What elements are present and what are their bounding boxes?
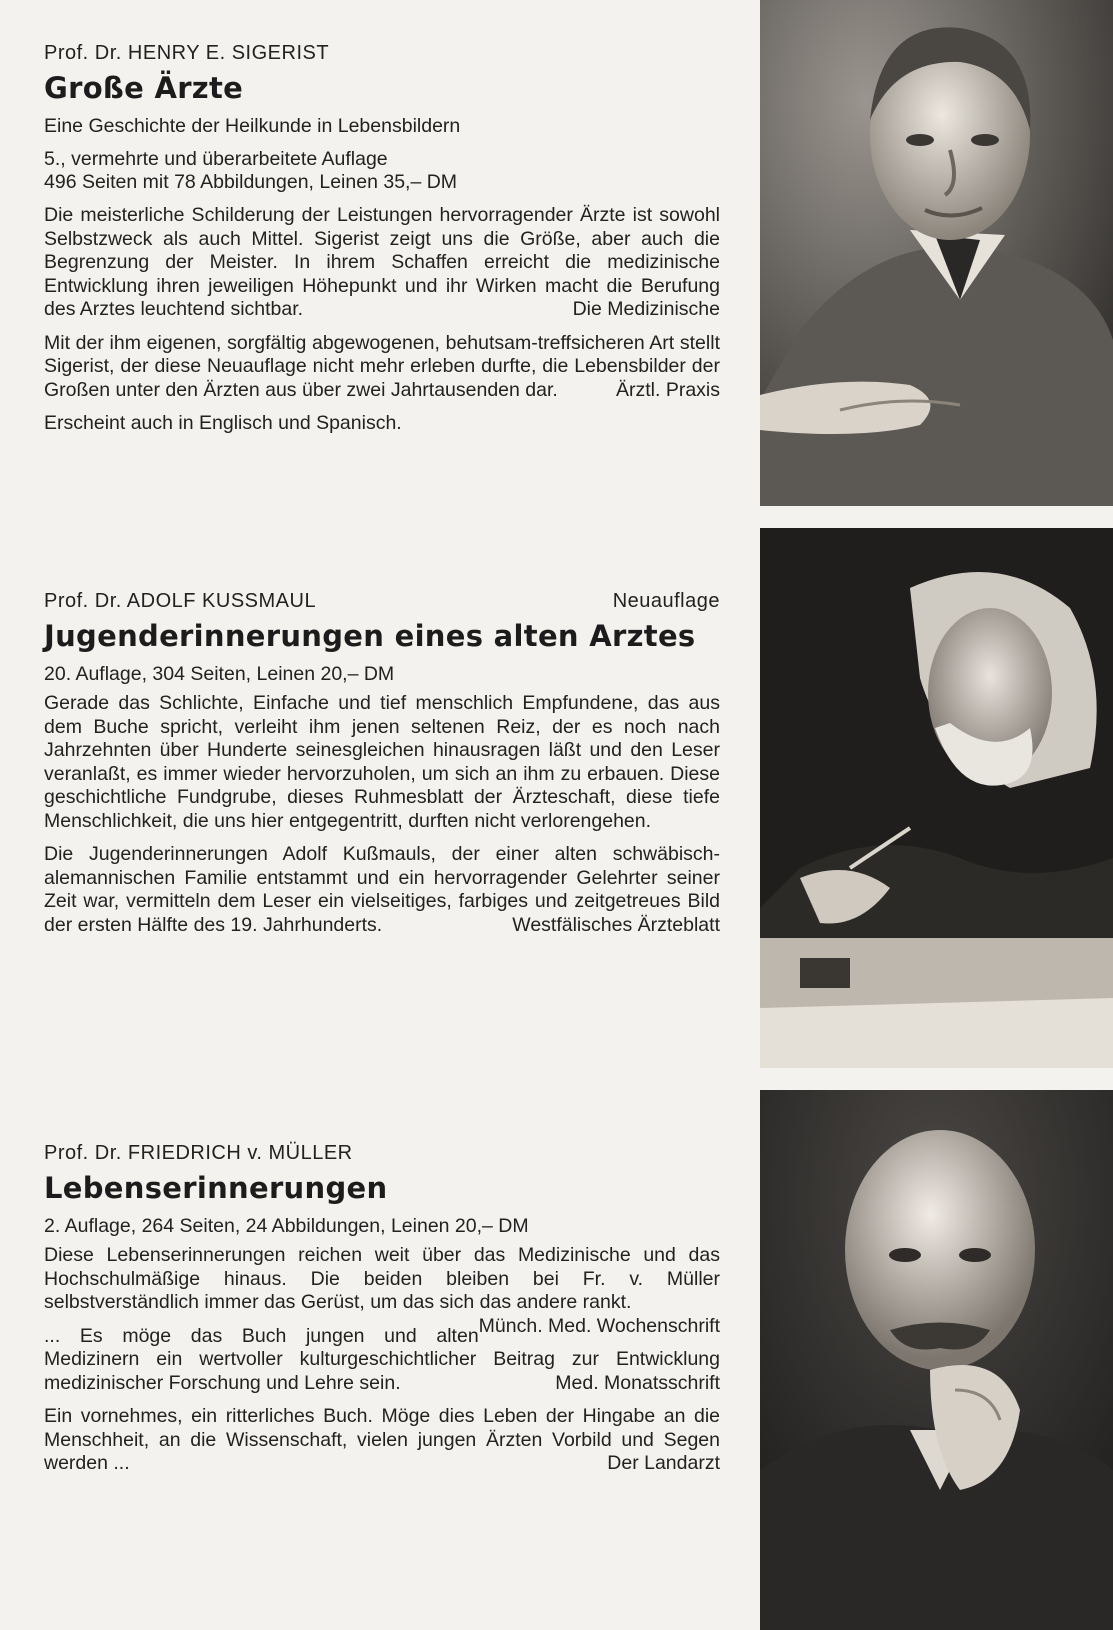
review-text: Gerade das Schlichte, Einfache und tief menschlich Empfundene, das aus dem Buche spricht, verleiht ihm jenen seltenen Reiz, der es noch nach Jahrzehnten über Hunderte seinesgleichen hinausragen läßt und den Leser veranlaßt, es immer wieder hervorzuholen, um sich an ihm zu erbauen. Diese geschichtliche Fundgrube, dieses Ruhmesblatt der Ärzteschaft, diese tiefe Menschlichkeit, die uns hier entgegentritt, durften nicht verlorengehen. — [44, 692, 720, 832]
review-source: Westfälisches Ärzteblatt — [512, 913, 720, 936]
portrait-sigerist-image — [760, 0, 1113, 506]
book-details: 496 Seiten mit 78 Abbildungen, Leinen 35,– DM — [44, 171, 458, 193]
entry-sigerist — [44, 42, 720, 436]
review-text: Die Jugenderinnerungen Adolf Kußmauls, der einer alten schwäbisch-alemannischen Familie entstammt und ein hervorragender Gelehrter seiner Zeit war, vermitteln dem Leser ein vielseitiges, farbiges und zeitgetreues Bild der ersten Hälfte des 19. Jahrhunderts. — [44, 843, 720, 936]
review-text: ... Es möge das Buch jungen und alten Medizinern ein wertvoller kulturgeschichtlicher Beitrag zur Entwicklung medizinischer Forschung und Lehre sein. — [44, 1324, 720, 1394]
review-text: Mit der ihm eigenen, sorgfältig abgewogenen, behutsam-treffsicheren Art stellt Sigerist, der diese Neuauflage nicht mehr erleben durfte, die Lebensbilder der Großen unter den Ärzten aus über zwei Jahrtausenden dar. — [44, 331, 720, 401]
author-name — [44, 42, 720, 65]
entry-mueller — [44, 1142, 720, 1476]
review-source: Ärztl. Praxis — [615, 378, 720, 401]
edition-note: Erscheint auch in Englisch und Spanisch. — [44, 412, 402, 434]
review-2 — [44, 332, 720, 403]
book-title: Jugenderinnerungen eines alten Arztes — [44, 619, 696, 653]
book-subtitle: Eine Geschichte der Heilkunde in Lebensbildern — [44, 115, 461, 137]
review-2 — [44, 843, 720, 937]
portrait-mueller-image — [760, 1090, 1113, 1630]
book-edition: 5., vermehrte und überarbeitete Auflage — [44, 148, 388, 170]
review-3 — [44, 1405, 720, 1476]
review-1 — [44, 204, 720, 322]
review-text: Die meisterliche Schilderung der Leistungen hervorragender Ärzte ist sowohl Selbstzweck als auch Mittel. Sigerist zeigt uns die Größe, aber auch die Begrenzung der Meister. In ihrem Schaffen erreicht die medizinische Entwicklung ihren jeweiligen Höhepunkt und ihr Wirken macht die Berufung des Arztes leuchtend sichtbar. — [44, 204, 720, 320]
review-source: Münch. Med. Wochenschrift — [478, 1314, 720, 1337]
review-source: Der Landarzt — [607, 1452, 720, 1474]
author-name-text: Prof. Dr. ADOLF KUSSMAUL — [44, 590, 317, 612]
portrait-kussmaul-image — [760, 528, 1113, 1068]
author-name — [44, 590, 720, 613]
book-title: Lebenserinnerungen — [44, 1171, 388, 1205]
new-edition-label: Neuauflage — [612, 590, 720, 612]
book-details: 20. Auflage, 304 Seiten, Leinen 20,– DM — [44, 663, 395, 685]
entry-kussmaul — [44, 590, 720, 937]
review-text: Diese Lebenserinnerungen reichen weit über das Medizinische und das Hochschulmäßige hinaus. Die beiden bleiben bei Fr. v. Müller selbstverständlich immer das Gerüst, um das sich das andere rankt. — [44, 1244, 720, 1313]
review-1 — [44, 692, 720, 833]
author-name-text: Prof. Dr. HENRY E. SIGERIST — [44, 42, 330, 64]
book-title: Große Ärzte — [44, 71, 244, 105]
review-source: Die Medizinische — [572, 298, 720, 320]
review-source: Med. Monatsschrift — [555, 1371, 720, 1394]
author-name-text: Prof. Dr. FRIEDRICH v. MÜLLER — [44, 1142, 353, 1164]
book-details: 2. Auflage, 264 Seiten, 24 Abbildungen, Leinen 20,– DM — [44, 1215, 529, 1237]
review-1 — [44, 1244, 720, 1337]
review-text: Ein vornehmes, ein ritterliches Buch. Möge dies Leben der Hingabe an die Menschheit, an die Wissenschaft, vielen jungen Ärzten Vorbild und Segen werden ... — [44, 1405, 720, 1474]
author-name — [44, 1142, 720, 1165]
